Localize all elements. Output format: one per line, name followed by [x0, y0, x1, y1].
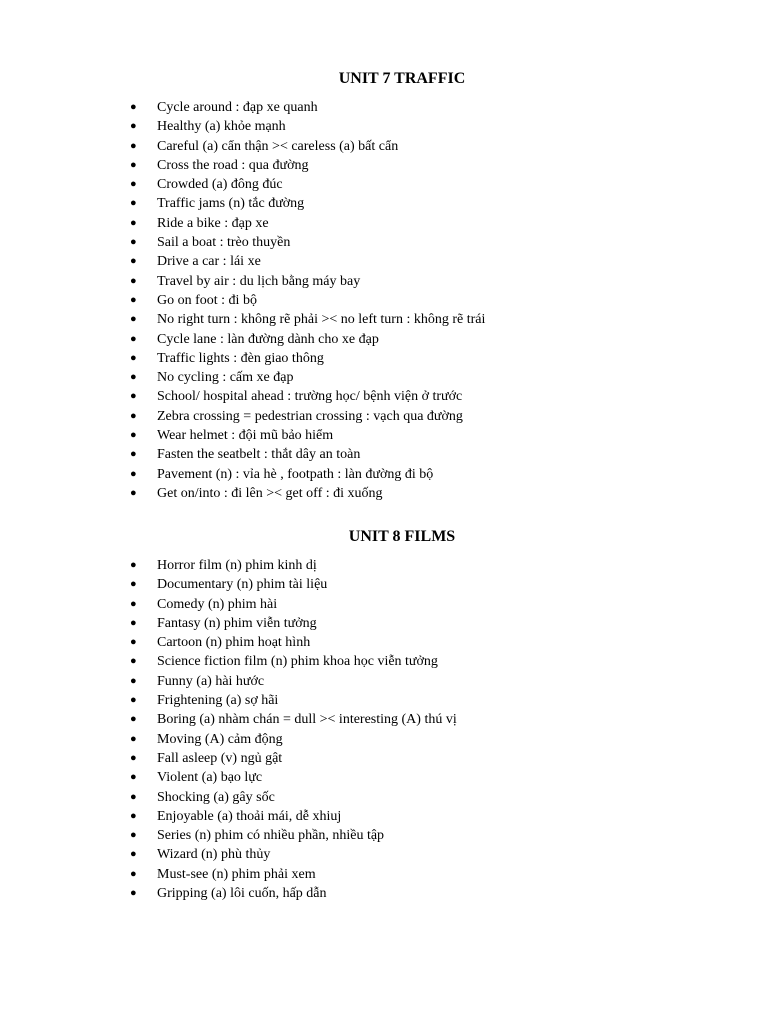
bullet-icon: ●: [130, 790, 137, 803]
vocab-item: [0, 252, 768, 271]
bullet-icon: ●: [130, 655, 137, 668]
vocab-item: [0, 865, 768, 884]
bullet-icon: ●: [130, 158, 137, 171]
vocab-item: [0, 426, 768, 445]
vocab-text: Cartoon (n) phim hoạt hình: [157, 635, 311, 651]
vocab-item: [0, 349, 768, 368]
vocab-text: Traffic jams (n) tắc đường: [157, 196, 305, 212]
vocab-item: [0, 614, 768, 633]
vocab-text: No cycling : cấm xe đạp: [157, 370, 294, 386]
vocab-text: Go on foot : đi bộ: [157, 292, 257, 308]
vocab-text: Horror film (n) phim kinh dị: [157, 558, 317, 573]
vocab-item: [0, 368, 768, 387]
vocab-text: Gripping (a) lôi cuốn, hấp dẫn: [157, 886, 327, 902]
bullet-icon: ●: [130, 313, 137, 326]
vocab-text: Healthy (a) khỏe mạnh: [157, 119, 286, 135]
vocab-item: [0, 884, 768, 903]
vocab-item: [0, 137, 768, 156]
bullet-icon: ●: [130, 429, 137, 442]
vocab-item: [0, 710, 768, 729]
vocab-text: Ride a bike : đạp xe: [157, 215, 269, 231]
vocab-text: Shocking (a) gây sốc: [157, 789, 275, 805]
vocab-item: [0, 556, 768, 575]
bullet-icon: ●: [130, 559, 137, 571]
vocab-item: [0, 484, 768, 503]
vocab-text: Wear helmet : đội mũ bảo hiểm: [157, 428, 334, 444]
vocab-text: Must-see (n) phim phải xem: [157, 866, 316, 882]
vocab-item: [0, 310, 768, 329]
vocab-text: Sail a boat : trèo thuyền: [157, 235, 291, 251]
vocab-text: Traffic lights : đèn giao thông: [157, 350, 324, 366]
bullet-icon: ●: [130, 178, 137, 191]
vocab-text: Fasten the seatbelt : thắt dây an toàn: [157, 447, 361, 463]
vocab-text: Fantasy (n) phim viễn tưởng: [157, 615, 317, 631]
vocab-text: Crowded (a) đông đúc: [157, 177, 283, 193]
bullet-icon: ●: [130, 732, 137, 745]
vocab-item: [0, 330, 768, 349]
vocab-item: [0, 672, 768, 691]
vocab-text: Boring (a) nhàm chán = dull >< interesting (A) thú vị: [157, 712, 457, 728]
vocab-text: Science fiction film (n) phim khoa học viễn tưởng: [157, 654, 438, 670]
bullet-icon: ●: [130, 694, 137, 707]
bullet-icon: ●: [130, 486, 137, 499]
vocab-item: [0, 633, 768, 652]
bullet-icon: ●: [130, 887, 137, 900]
bullet-icon: ●: [130, 829, 137, 842]
vocab-item: [0, 175, 768, 194]
vocab-item: [0, 595, 768, 614]
bullet-icon: ●: [130, 371, 137, 384]
vocab-text: Violent (a) bạo lực: [157, 770, 263, 786]
vocab-text: Zebra crossing = pedestrian crossing : vạch qua đường: [157, 408, 463, 424]
vocab-item: [0, 214, 768, 233]
vocab-item: [0, 156, 768, 175]
bullet-icon: ●: [130, 120, 137, 133]
vocab-item: [0, 291, 768, 310]
bullet-icon: ●: [130, 809, 137, 822]
vocab-item: [0, 465, 768, 484]
bullet-icon: ●: [130, 616, 137, 629]
vocab-text: Careful (a) cẩn thận >< careless (a) bất cẩn: [157, 138, 399, 154]
bullet-icon: ●: [130, 197, 137, 210]
vocab-text: Wizard (n) phù thủy: [157, 847, 271, 863]
vocab-item: [0, 117, 768, 136]
bullet-icon: ●: [130, 578, 137, 591]
vocab-item: [0, 272, 768, 291]
bullet-icon: ●: [130, 216, 137, 229]
bullet-icon: ●: [130, 713, 137, 726]
bullet-icon: ●: [130, 848, 137, 861]
vocab-item: [0, 749, 768, 768]
vocab-item: [0, 194, 768, 213]
unit-7-title: UNIT 7 TRAFFIC: [338, 70, 466, 87]
bullet-icon: ●: [130, 448, 137, 461]
bullet-icon: ●: [130, 771, 137, 784]
vocab-item: [0, 407, 768, 426]
vocab-text: Fall asleep (v) ngủ gật: [157, 750, 283, 766]
bullet-icon: ●: [130, 409, 137, 422]
unit-8-section: [0, 526, 768, 903]
vocab-item: [0, 233, 768, 252]
bullet-icon: ●: [130, 390, 137, 403]
vocab-text: No right turn : không rẽ phải >< no left turn : không rẽ trái: [157, 312, 486, 328]
vocab-text: Travel by air : du lịch bằng máy bay: [157, 273, 361, 289]
vocab-item: [0, 445, 768, 464]
bullet-icon: ●: [130, 236, 137, 249]
bullet-icon: ●: [130, 274, 137, 287]
unit-8-title: UNIT 8 FILMS: [348, 528, 456, 545]
bullet-icon: ●: [130, 597, 137, 610]
bullet-icon: ●: [130, 255, 137, 268]
bullet-icon: ●: [130, 351, 137, 364]
vocab-item: [0, 730, 768, 749]
bullet-icon: ●: [130, 139, 137, 152]
vocab-text: Cycle lane : làn đường dành cho xe đạp: [157, 331, 379, 347]
unit-8-vocab-list: [0, 556, 768, 903]
bullet-icon: ●: [130, 332, 137, 345]
vocab-text: School/ hospital ahead : trường học/ bệnh viện ở trước: [157, 389, 463, 405]
bullet-icon: ●: [130, 293, 137, 306]
unit-7-section: [0, 68, 768, 503]
vocab-text: Series (n) phim có nhiều phần, nhiều tập: [157, 828, 385, 844]
vocab-text: Cross the road : qua đường: [157, 157, 309, 173]
bullet-icon: ●: [130, 751, 137, 764]
vocab-item: [0, 845, 768, 864]
vocab-item: [0, 691, 768, 710]
bullet-icon: ●: [130, 467, 137, 480]
bullet-icon: ●: [130, 674, 137, 687]
vocab-text: Comedy (n) phim hài: [157, 596, 278, 612]
unit-7-vocab-list: [0, 98, 768, 503]
vocab-text: Pavement (n) : vỉa hè , footpath : làn đường đi bộ: [157, 466, 434, 482]
vocab-text: Drive a car : lái xe: [157, 254, 261, 270]
vocab-item: [0, 768, 768, 787]
vocab-item: [0, 652, 768, 671]
bullet-icon: ●: [130, 636, 137, 649]
bullet-icon: ●: [130, 101, 137, 113]
vocab-text: Enjoyable (a) thoải mái, dễ xhiuj: [157, 808, 342, 824]
vocab-text: Documentary (n) phim tài liệu: [157, 577, 328, 593]
vocab-text: Frightening (a) sợ hãi: [157, 693, 279, 709]
vocab-text: Get on/into : đi lên >< get off : đi xuống: [157, 485, 383, 501]
vocab-item: [0, 387, 768, 406]
vocab-item: [0, 826, 768, 845]
vocab-text: Cycle around : đạp xe quanh: [157, 100, 318, 115]
vocab-text: Funny (a) hài hước: [157, 673, 265, 689]
vocab-item: [0, 788, 768, 807]
vocab-item: [0, 98, 768, 117]
vocab-item: [0, 807, 768, 826]
vocab-item: [0, 575, 768, 594]
bullet-icon: ●: [130, 867, 137, 880]
vocab-text: Moving (A) cảm động: [157, 731, 283, 747]
